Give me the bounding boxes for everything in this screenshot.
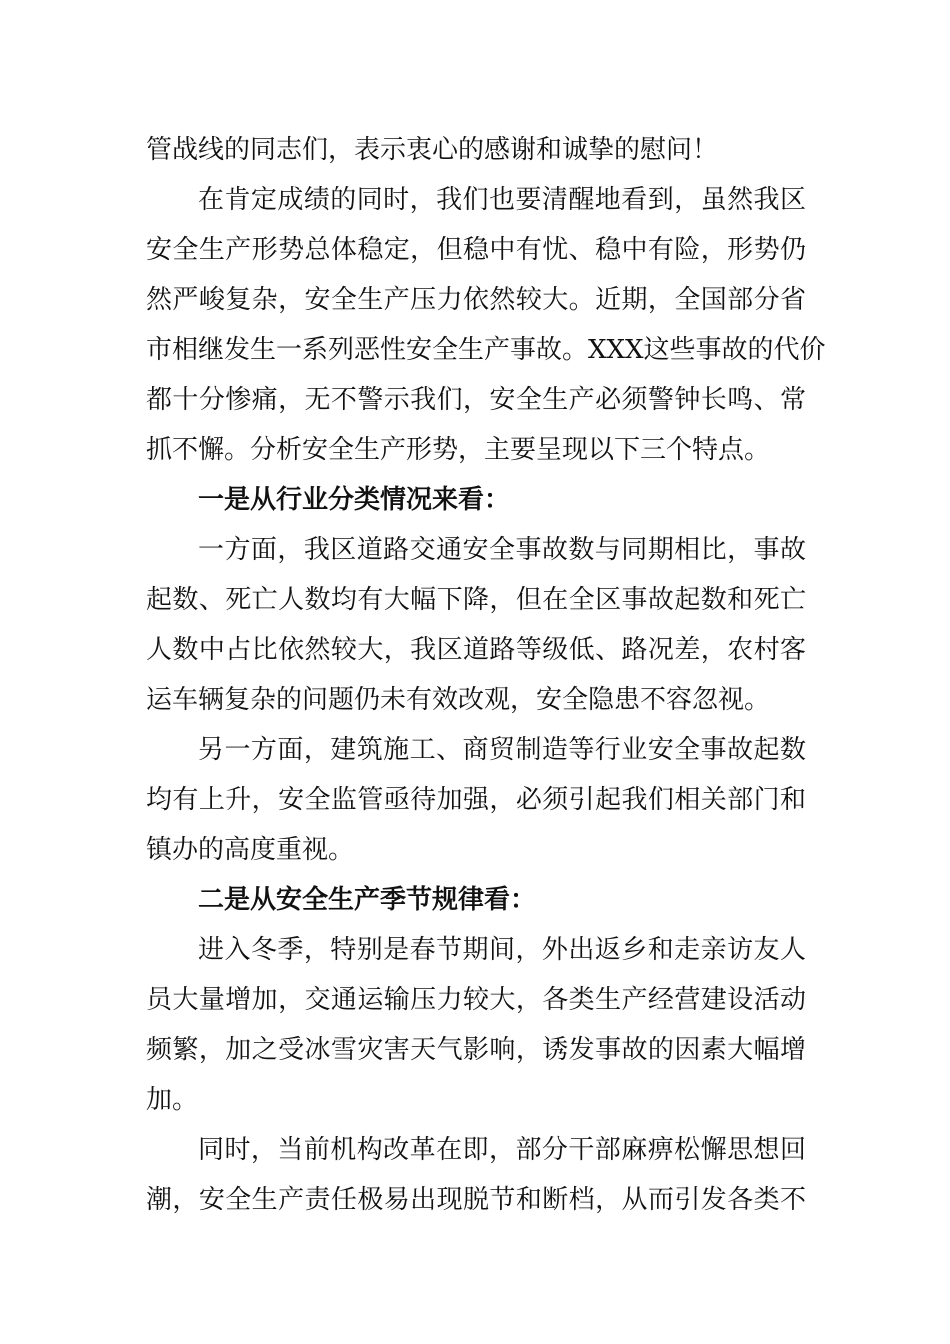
paragraph-line: 进入冬季，特别是春节期间，外出返乡和走亲访友人 — [198, 935, 806, 965]
paragraph-line: 起数、死亡人数均有大幅下降，但在全区事故起数和死亡 — [146, 585, 806, 615]
paragraph-line: 镇办的高度重视。 — [146, 835, 355, 865]
paragraph-line: 同时，当前机构改革在即，部分干部麻痹松懈思想回 — [198, 1135, 806, 1165]
paragraph-line: 安全生产形势总体稳定，但稳中有忧、稳中有险，形势仍 — [146, 235, 806, 265]
paragraph-line: 人数中占比依然较大，我区道路等级低、路况差，农村客 — [146, 635, 806, 665]
paragraph-line: 市相继发生一系列恶性安全生产事故。XXX这些事故的代价 — [146, 335, 826, 365]
section-heading: 二是从安全生产季节规律看： — [198, 885, 537, 915]
paragraph-line: 员大量增加，交通运输压力较大，各类生产经营建设活动 — [146, 985, 806, 1015]
paragraph-line: 然严峻复杂，安全生产压力依然较大。近期，全国部分省 — [146, 285, 806, 315]
paragraph-line: 都十分惨痛，无不警示我们，安全生产必须警钟长鸣、常 — [146, 385, 806, 415]
paragraph-line: 加。 — [146, 1085, 199, 1115]
paragraph-line: 抓不懈。分析安全生产形势，主要呈现以下三个特点。 — [146, 435, 771, 465]
paragraph-line: 管战线的同志们，表示衷心的感谢和诚挚的慰问！ — [146, 135, 719, 165]
paragraph-line: 运车辆复杂的问题仍未有效改观，安全隐患不容忽视。 — [146, 685, 771, 715]
paragraph-line: 一方面，我区道路交通安全事故数与同期相比，事故 — [198, 535, 806, 565]
paragraph-line: 均有上升，安全监管亟待加强，必须引起我们相关部门和 — [146, 785, 806, 815]
paragraph-line: 另一方面，建筑施工、商贸制造等行业安全事故起数 — [198, 735, 806, 765]
paragraph-line: 在肯定成绩的同时，我们也要清醒地看到，虽然我区 — [198, 185, 806, 215]
paragraph-line: 潮，安全生产责任极易出现脱节和断档，从而引发各类不 — [146, 1185, 806, 1215]
section-heading: 一是从行业分类情况来看： — [198, 485, 511, 515]
paragraph-line: 频繁，加之受冰雪灾害天气影响，诱发事故的因素大幅增 — [146, 1035, 806, 1065]
